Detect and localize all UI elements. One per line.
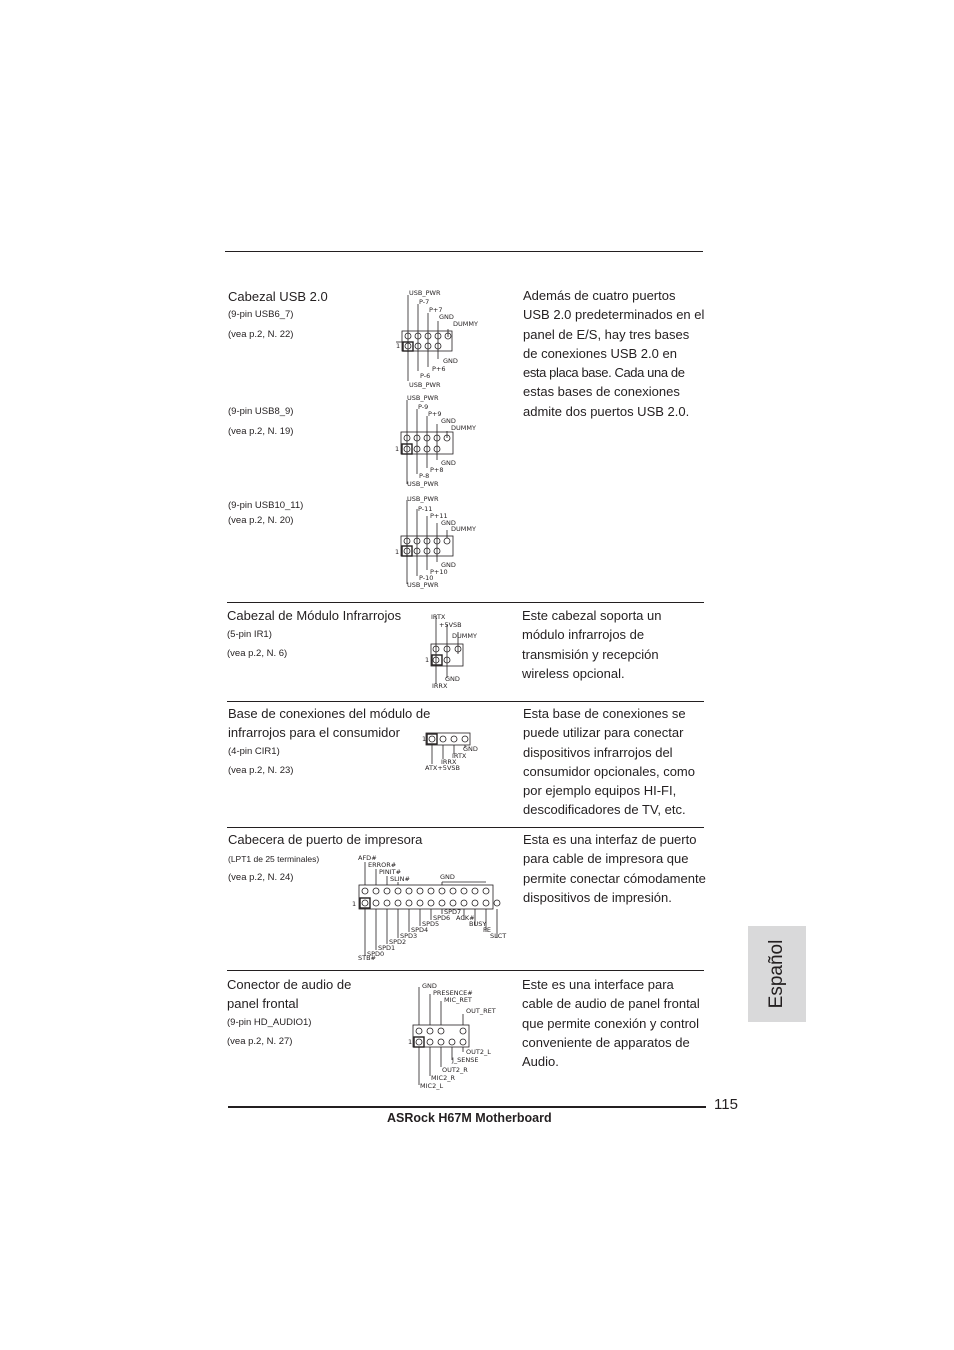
pin-one-marker: 1 xyxy=(425,656,430,664)
pin-one-marker: 1 xyxy=(395,445,400,453)
lpt-pinit: PINIT# xyxy=(379,868,402,876)
usb67-dummy: DUMMY xyxy=(453,320,478,328)
usb1011-bgnd: GND xyxy=(441,561,456,569)
usb67-pplus: P+7 xyxy=(429,306,443,314)
usb1011-gnd: GND xyxy=(441,519,456,527)
audio-out-ret: OUT_RET xyxy=(466,1007,496,1015)
audio-description: Este es una interface para cable de audio de panel frontal que permite conexión y control conveniente de apparatos de Audio. xyxy=(522,977,700,1070)
lpt-gnd: GND xyxy=(440,873,455,881)
pin-one-marker: 1 xyxy=(395,548,400,556)
section-divider xyxy=(227,602,704,603)
page-number: 115 xyxy=(714,1096,738,1113)
cir-ref: (vea p.2, N. 23) xyxy=(228,765,294,776)
cir-pin-label: (4-pin CIR1) xyxy=(228,746,280,757)
cir-gnd: GND xyxy=(463,745,478,753)
usb67-header-diagram xyxy=(396,289,486,389)
usb1011-pin-label: (9-pin USB10_11) xyxy=(228,500,304,511)
lpt-spd2: SPD2 xyxy=(389,938,407,946)
lpt-spd1: SPD1 xyxy=(378,944,396,952)
lpt-pin-label: (LPT1 de 25 terminales) xyxy=(228,854,320,864)
usb89-bpwr: USB_PWR xyxy=(407,480,439,488)
usb67-top-pwr: USB_PWR xyxy=(409,289,441,297)
lpt-ack: ACK# xyxy=(456,914,475,922)
lpt-header-diagram xyxy=(352,852,512,962)
usb1011-header-diagram xyxy=(395,494,485,594)
usb67-ref: (vea p.2, N. 22) xyxy=(228,329,294,340)
audio-pin-label: (9-pin HD_AUDIO1) xyxy=(227,1017,312,1028)
lpt-ref: (vea p.2, N. 24) xyxy=(228,872,294,883)
audio-section-title-line1: Conector de audio de xyxy=(227,977,352,992)
usb89-dummy: DUMMY xyxy=(451,424,476,432)
usb89-pminus: P-9 xyxy=(418,403,429,411)
audio-j-sense: J_SENSE xyxy=(452,1056,479,1064)
usb89-ref: (vea p.2, N. 19) xyxy=(228,426,294,437)
lpt-spd5: SPD5 xyxy=(422,920,440,928)
cir-atx5vsb: ATX+5VSB xyxy=(425,764,460,772)
footer-model: ASRock H67M Motherboard xyxy=(387,1111,552,1125)
usb1011-ref: (vea p.2, N. 20) xyxy=(228,515,294,526)
section-divider xyxy=(227,827,704,828)
ir-section-title: Cabezal de Módulo Infrarrojos xyxy=(227,608,402,623)
language-tab-label: Español xyxy=(766,939,787,1009)
lpt-slct: SLCT xyxy=(490,932,507,940)
audio-presence: PRESENCE# xyxy=(433,989,473,997)
lpt-spd4: SPD4 xyxy=(411,926,429,934)
audio-out2-r: OUT2_R xyxy=(442,1066,468,1074)
ir-pin-label: (5-pin IR1) xyxy=(227,629,272,640)
ir-irrx: IRRX xyxy=(432,682,448,690)
usb1011-bpplus: P+10 xyxy=(430,568,448,576)
cir-section-title-line1: Base de conexiones del módulo de xyxy=(228,706,431,721)
usb1011-dummy: DUMMY xyxy=(451,525,476,533)
usb1011-bpwr: USB_PWR xyxy=(407,581,439,589)
audio-gnd: GND xyxy=(422,982,437,990)
audio-section-title-line2: panel frontal xyxy=(227,996,299,1011)
section-divider xyxy=(227,970,704,971)
usb89-gnd: GND xyxy=(441,417,456,425)
cir-header-diagram xyxy=(420,728,490,778)
usb89-pplus: P+9 xyxy=(428,410,442,418)
lpt-spd7: SPD7 xyxy=(444,908,462,916)
pin-one-marker: 1 xyxy=(408,1038,413,1046)
audio-mic2-l: MIC2_L xyxy=(420,1082,444,1090)
lpt-error: ERROR# xyxy=(368,861,397,869)
lpt-spd3: SPD3 xyxy=(400,932,418,940)
audio-ref: (vea p.2, N. 27) xyxy=(227,1036,293,1047)
lpt-afd: AFD# xyxy=(358,854,377,862)
usb67-bgnd: GND xyxy=(443,357,458,365)
cir-description: Esta base de conexiones se puede utilizar para conectar dispositivos infrarrojos del consumidor opcionales, como por ejemplo equipos HI-FI, descodificadores de TV, etc. xyxy=(523,706,695,818)
lpt-spd6: SPD6 xyxy=(433,914,451,922)
lpt-description: Esta es una interfaz de puerto para cable de impresora que permite conectar cómodamente dispositivos de impresión. xyxy=(523,832,706,905)
section-divider xyxy=(227,701,704,702)
pin-one-marker: 1 xyxy=(422,735,427,743)
usb89-bpplus: P+8 xyxy=(430,466,444,474)
usb67-bpwr: USB_PWR xyxy=(409,381,441,389)
ir-description: Este cabezal soporta un módulo infrarrojos de transmisión y recepción wireless opcional. xyxy=(522,608,662,681)
language-tab xyxy=(748,926,806,1022)
usb89-header-diagram xyxy=(395,394,485,494)
top-rule xyxy=(225,251,703,252)
usb67-pminus: P-7 xyxy=(419,298,430,306)
footer-rule xyxy=(228,1106,706,1108)
usb1011-bpminus: P-10 xyxy=(419,574,434,582)
lpt-busy: BUSY xyxy=(469,920,487,928)
audio-mic2-r: MIC2_R xyxy=(431,1074,455,1082)
ir-5vsb: +5VSB xyxy=(439,621,462,629)
cir-section-title-line2: infrarrojos para el consumidor xyxy=(228,725,400,740)
usb89-pin-label: (9-pin USB8_9) xyxy=(228,406,294,417)
ir-ref: (vea p.2, N. 6) xyxy=(227,648,288,659)
audio-header-diagram xyxy=(406,981,506,1091)
usb1011-pminus: P-11 xyxy=(418,505,433,513)
usb89-top-pwr: USB_PWR xyxy=(407,394,439,402)
audio-mic-ret: MIC_RET xyxy=(444,996,472,1004)
pin-one-marker: 1 xyxy=(352,900,357,908)
cir-irtx: IRTX xyxy=(452,752,467,760)
ir-irtx: IRTX xyxy=(431,613,446,621)
ir-dummy: DUMMY xyxy=(452,632,477,640)
usb89-bpminus: P-8 xyxy=(419,472,430,480)
lpt-stb: STB# xyxy=(358,954,377,962)
usb89-bgnd: GND xyxy=(441,459,456,467)
lpt-section-title: Cabecera de puerto de impresora xyxy=(228,832,423,847)
usb1011-top-pwr: USB_PWR xyxy=(407,495,439,503)
lpt-spd0: SPD0 xyxy=(367,950,385,958)
pin-one-marker: 1 xyxy=(396,342,401,350)
usb67-bpplus: P+6 xyxy=(432,365,446,373)
usb67-bpminus: P-6 xyxy=(420,372,431,380)
lpt-slin: SLIN# xyxy=(390,875,410,883)
usb67-gnd: GND xyxy=(439,313,454,321)
audio-out2-l: OUT2_L xyxy=(466,1048,491,1056)
ir-gnd: GND xyxy=(445,675,460,683)
lpt-pe: PE xyxy=(483,926,492,934)
usb-section-title: Cabezal USB 2.0 xyxy=(228,289,328,304)
usb-description: Además de cuatro puertos USB 2.0 predeterminados en el panel de E/S, hay tres bases de conexiones USB 2.0 en esta placa base. Cada una de estas bases de conexiones admite dos puertos USB 2.0. xyxy=(523,288,705,419)
ir-header-diagram xyxy=(425,610,505,690)
usb1011-pplus: P+11 xyxy=(430,512,448,520)
cir-irrx: IRRX xyxy=(441,758,457,766)
usb67-pin-label: (9-pin USB6_7) xyxy=(228,309,294,320)
